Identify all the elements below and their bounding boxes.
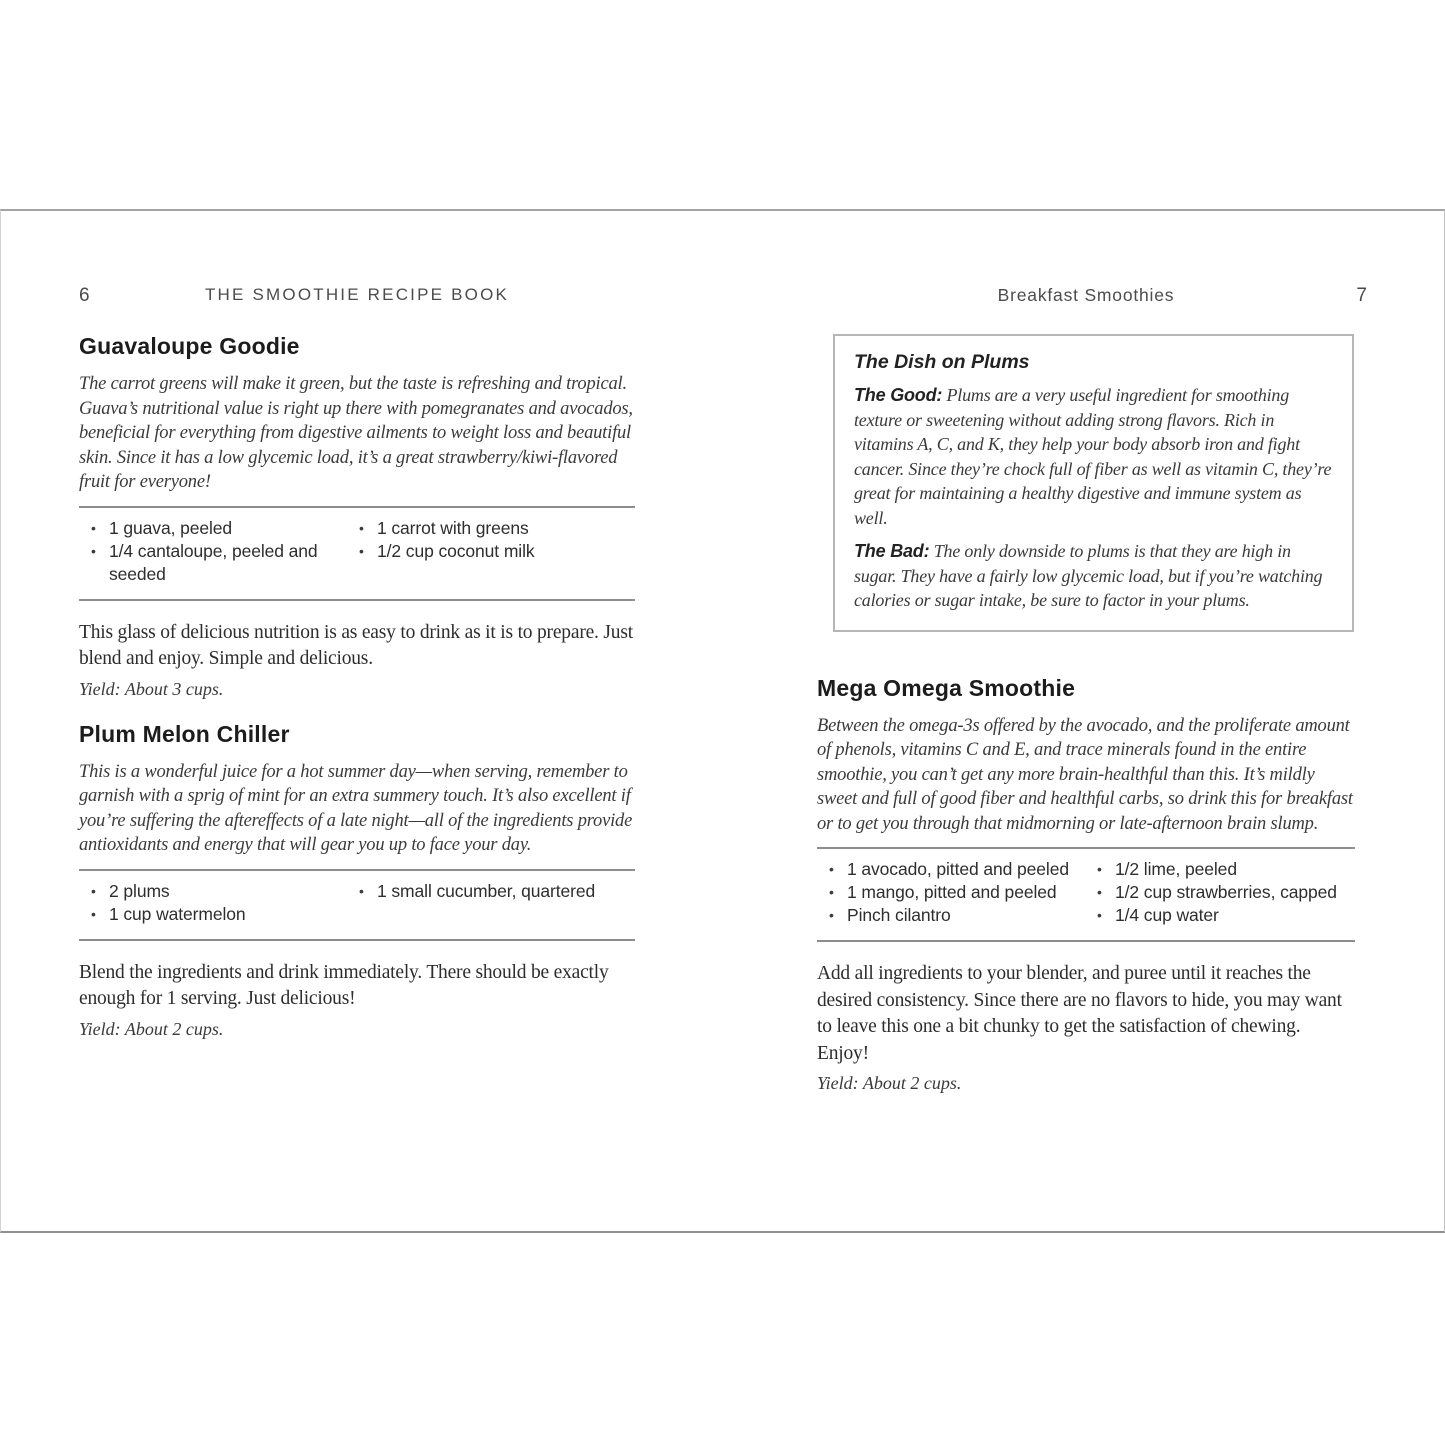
- recipe-title: Plum Melon Chiller: [79, 720, 290, 747]
- ingredient-column-right: [1085, 858, 1355, 927]
- running-head-right: [817, 285, 1367, 306]
- recipe-yield: Yield: About 2 cups.: [817, 1073, 962, 1093]
- ingredient-item: • 1/2 cup coconut milk: [347, 540, 635, 563]
- ingredient-list: [79, 506, 635, 601]
- recipe-title: Mega Omega Smoothie: [817, 674, 1076, 701]
- bad-text: The only downside to plums is that they are high in sugar. They have a fairly low glycemic load, but if you’re watching calories or sugar intake, be sure to factor in your plums.: [854, 541, 1323, 610]
- ingredient-item: • 1 avocado, pitted and peeled: [817, 858, 1085, 881]
- ingredient-item: • 1/2 cup strawberries, capped: [1085, 881, 1355, 904]
- recipe-intro: Between the omega-3s offered by the avocado, and the proliferate amount of phenols, vitamins C and E, and trace minerals found in the entire smoothie, you can’t get any more brain-healthful than this. It’s mildly sweet and full of good fiber and healthful carbs, so drink this for breakfast or to get you through that midmorning or late-afternoon brain slump.: [817, 715, 1353, 834]
- recipe-yield: Yield: About 2 cups.: [79, 1018, 224, 1039]
- recipe-plum-melon-chiller: [79, 721, 635, 1040]
- ingredient-column-right: [347, 880, 635, 926]
- info-box-title: The Dish on Plums: [854, 351, 1030, 373]
- recipe-intro: This is a wonderful juice for a hot summer day—when serving, remember to garnish with a sprig of mint for an extra summery touch. It’s also excellent if you’re suffering the aftereffects of a late night—all of the ingredients provide antioxidants and energy that will gear you up to face your day.: [79, 761, 633, 855]
- bad-label: The Bad:: [854, 541, 930, 561]
- info-box-good-paragraph: [854, 383, 1333, 530]
- ingredient-item: • 1 cup watermelon: [79, 903, 347, 926]
- recipe-mega-omega-smoothie: [817, 675, 1355, 1095]
- page-left: [79, 211, 635, 1040]
- info-box-bad-paragraph: [854, 539, 1333, 613]
- ingredient-item: • 1 mango, pitted and peeled: [817, 881, 1085, 904]
- ingredient-item: • 1 guava, peeled: [79, 517, 347, 540]
- page-right: [817, 211, 1367, 1094]
- recipe-instructions: Blend the ingredients and drink immediately. There should be exactly enough for 1 serving. Just delicious!: [79, 961, 609, 1009]
- ingredient-item: • 1/4 cantaloupe, peeled and seeded: [79, 540, 347, 586]
- ingredient-list: [817, 847, 1355, 942]
- ingredient-column-left: [79, 517, 347, 586]
- recipe-instructions: This glass of delicious nutrition is as easy to drink as it is to prepare. Just blend and enjoy. Simple and delicious.: [79, 621, 633, 669]
- page-number-right: 7: [1356, 285, 1367, 306]
- ingredient-item: • Pinch cilantro: [817, 904, 1085, 927]
- book-title-header: THE SMOOTHIE RECIPE BOOK: [204, 285, 510, 304]
- ingredient-column-right: [347, 517, 635, 586]
- running-head-left: [79, 285, 635, 306]
- ingredient-column-left: [817, 858, 1085, 927]
- good-text: Plums are a very useful ingredient for smoothing texture or sweetening without adding strong flavors. Rich in vitamins A, C, and K, they help your body absorb iron and fight cancer. Since they’re chock full of fiber as well as vitamin C, they’re great for maintaining a healthy digestive and immune system as well.: [854, 385, 1332, 528]
- ingredient-list: [79, 869, 635, 941]
- recipe-title: Guavaloupe Goodie: [79, 333, 300, 359]
- page-number-left: 6: [79, 285, 90, 306]
- ingredient-item: • 1/4 cup water: [1085, 904, 1355, 927]
- recipe-yield: Yield: About 3 cups.: [79, 678, 224, 699]
- book-spread: [0, 209, 1445, 1233]
- ingredient-item: • 1 small cucumber, quartered: [347, 880, 635, 903]
- ingredient-column-left: [79, 880, 347, 926]
- ingredient-item: • 1 carrot with greens: [347, 517, 635, 540]
- chapter-title-header: Breakfast Smoothies: [997, 285, 1175, 305]
- ingredient-item: • 2 plums: [79, 880, 347, 903]
- recipe-guavaloupe-goodie: [79, 333, 635, 700]
- ingredient-item: • 1/2 lime, peeled: [1085, 858, 1355, 881]
- info-box-dish-on-plums: [833, 334, 1354, 632]
- recipe-instructions: Add all ingredients to your blender, and puree until it reaches the desired consistency. Since there are no flavors to hide, you may want to leave this one a bit chunky to get the satisfaction of chewing. Enjoy!: [817, 963, 1342, 1064]
- good-label: The Good:: [854, 385, 943, 405]
- recipe-intro: The carrot greens will make it green, but the taste is refreshing and tropical. Guava’s nutritional value is right up there with pomegranates and avocados, beneficial for everything from digestive ailments to weight loss and beautiful skin. Since it has a low glycemic load, it’s a great strawberry/kiwi-flavored fruit for everyone!: [79, 374, 633, 492]
